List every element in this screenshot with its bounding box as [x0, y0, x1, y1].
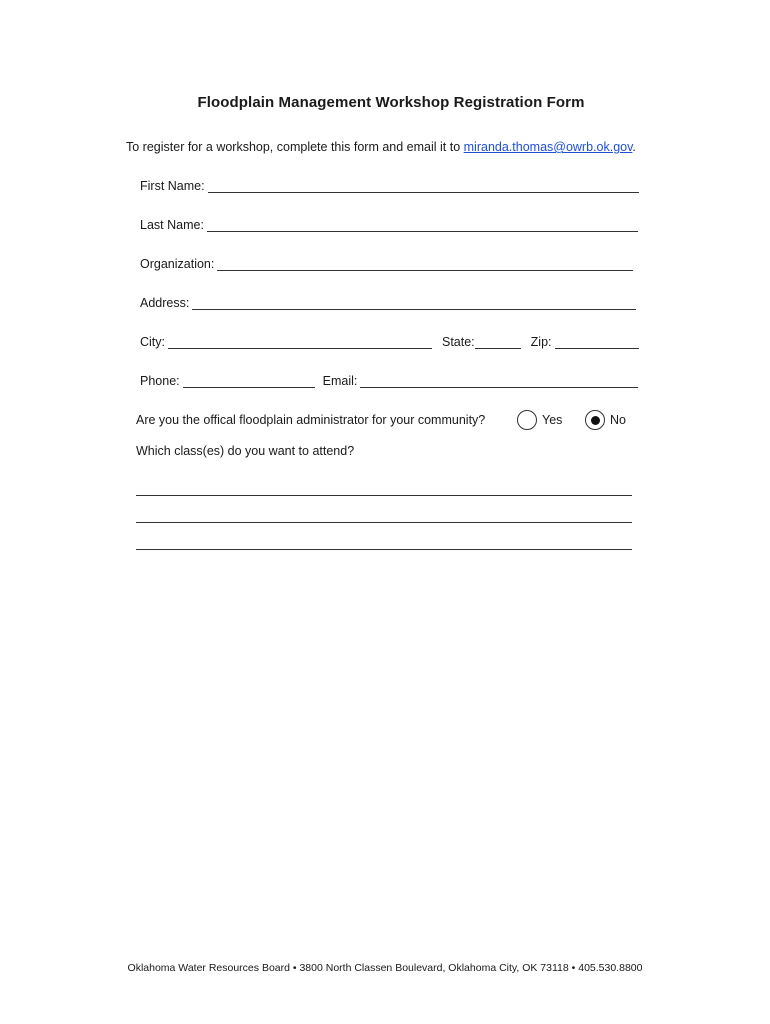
- address-row: [140, 296, 636, 310]
- no-radio[interactable]: [585, 410, 605, 430]
- form-title: Floodplain Management Workshop Registration Form: [197, 94, 585, 111]
- admin-question: Are you the offical floodplain administrator for your community?: [136, 413, 486, 427]
- organization-field[interactable]: [217, 258, 633, 271]
- no-label: No: [610, 413, 626, 427]
- intro-text: [126, 140, 636, 154]
- last-name-label: Last Name:: [140, 218, 204, 232]
- organization-label: Organization:: [140, 257, 215, 271]
- city-label: City:: [140, 335, 165, 349]
- phone-label: Phone:: [140, 374, 180, 388]
- intro-prefix: To register for a workshop, complete this form and email it to: [126, 140, 464, 154]
- email-field[interactable]: [360, 375, 638, 388]
- yes-radio[interactable]: [517, 410, 537, 430]
- first-name-row: [140, 179, 639, 193]
- state-field[interactable]: [475, 336, 521, 349]
- footer-address: Oklahoma Water Resources Board • 3800 North Classen Boulevard, Oklahoma City, OK 73118 • 405.530.8800: [127, 962, 643, 974]
- intro-suffix: .: [632, 140, 636, 154]
- yes-label: Yes: [542, 413, 563, 427]
- last-name-row: [140, 218, 638, 232]
- classes-question: Which class(es) do you want to attend?: [136, 444, 355, 458]
- city-state-zip-row: [140, 335, 639, 349]
- address-label: Address:: [140, 296, 190, 310]
- classes-answer-line-3[interactable]: [136, 549, 632, 550]
- last-name-field[interactable]: [207, 219, 638, 232]
- state-label: State:: [442, 335, 475, 349]
- contact-email-link[interactable]: miranda.thomas@owrb.ok.gov: [463, 140, 633, 154]
- first-name-field[interactable]: [208, 180, 639, 193]
- classes-answer-line-1[interactable]: [136, 495, 632, 496]
- organization-row: [140, 257, 633, 271]
- zip-field[interactable]: [555, 336, 639, 349]
- classes-answer-line-2[interactable]: [136, 522, 632, 523]
- phone-field[interactable]: [183, 375, 315, 388]
- phone-email-row: [140, 374, 638, 388]
- address-field[interactable]: [192, 297, 636, 310]
- city-field[interactable]: [168, 336, 432, 349]
- email-label: Email:: [322, 374, 358, 388]
- zip-label: Zip:: [530, 335, 552, 349]
- first-name-label: First Name:: [140, 179, 205, 193]
